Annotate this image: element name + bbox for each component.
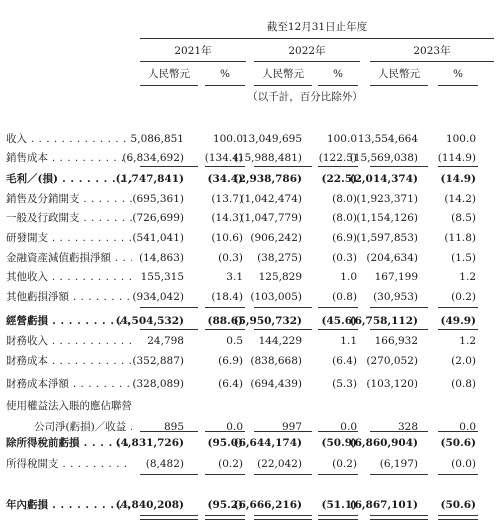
cell-value: 144,229 (258, 335, 302, 347)
cell-value: (8.5) (451, 212, 476, 224)
row-label: 銷售及分銷開支 . . . (6, 193, 132, 206)
cell-value: (5,950,732) (233, 315, 302, 327)
cell-value: (0.0) (451, 458, 476, 470)
cell-value: (695,361) (132, 193, 184, 205)
year-2022: 2022年 (288, 45, 326, 57)
cell-value: (8.0) (332, 193, 357, 205)
cell-value: (10.6) (211, 232, 243, 244)
col-rule (438, 85, 478, 86)
cell-value: (14.3) (211, 212, 243, 224)
row-label: 財務收入 . . . (6, 335, 132, 348)
row-label: 使用權益法入賬的應佔聯營 (6, 400, 132, 412)
total-rule (254, 515, 312, 520)
cell-value: 155,315 (140, 271, 184, 283)
cell-value: (726,699) (132, 212, 184, 224)
row-label: 其他虧損淨額 . . . (6, 291, 132, 304)
cell-value: (13.7) (211, 193, 243, 205)
cell-value: (0.3) (332, 252, 357, 264)
cell-value: (2,014,374) (349, 173, 418, 185)
total-rule (370, 329, 428, 330)
total-rule (140, 431, 198, 432)
cell-value: (14,863) (139, 252, 184, 264)
col-rmb-2023: 人民幣元 (378, 68, 420, 80)
cell-value: (838,668) (250, 355, 302, 367)
cell-value: (6,867,101) (349, 499, 418, 511)
cell-value: (6.9) (218, 355, 243, 367)
cell-value: (45.6) (321, 315, 357, 327)
cell-value: (6,644,174) (233, 437, 302, 449)
cell-value: (95.0) (207, 437, 243, 449)
cell-value: (1,597,853) (356, 232, 418, 244)
row-label: 經營虧損 . . . (6, 315, 132, 328)
cell-value: (4,831,726) (115, 437, 184, 449)
cell-value: (2,938,786) (233, 173, 302, 185)
cell-value: (0.8) (332, 291, 357, 303)
cell-value: (0.8) (451, 378, 476, 390)
cell-value: (22.5) (321, 173, 357, 185)
year-rule-2023 (370, 61, 494, 62)
cell-value: (1,923,371) (356, 193, 418, 205)
total-rule (140, 166, 198, 167)
header-rule (140, 38, 494, 39)
cell-value: (15,569,038) (349, 152, 418, 164)
cell-value: 3.1 (226, 271, 243, 283)
col-rmb-2021: 人民幣元 (148, 68, 190, 80)
year-2023: 2023年 (413, 45, 451, 57)
total-rule (370, 515, 428, 520)
cell-value: (88.6) (207, 315, 243, 327)
total-rule (318, 474, 358, 475)
cell-value: (134.4) (204, 152, 243, 164)
col-pct-2022: % (333, 68, 343, 80)
cell-value: 13,554,664 (357, 133, 418, 145)
row-label: 一般及行政開支 . . . (6, 212, 132, 225)
cell-value: 100.0 (326, 133, 357, 145)
total-rule (140, 329, 198, 330)
cell-value: (38,275) (257, 252, 302, 264)
row-label: 年內虧損 . . . (6, 499, 132, 512)
cell-value: (8.0) (332, 212, 357, 224)
cell-value: (4,504,532) (115, 315, 184, 327)
row-label-cont: 公司淨(虧損)／收益 . . . (34, 421, 132, 434)
cell-value: 125,829 (258, 271, 302, 283)
total-rule (438, 474, 478, 475)
row-label: 金融資產減值虧損淨額 . . . (6, 252, 132, 265)
cell-value: (6.4) (218, 378, 243, 390)
cell-value: (95.2) (207, 499, 243, 511)
total-rule (205, 166, 245, 167)
total-rule (438, 431, 478, 432)
total-rule (140, 307, 198, 308)
row-label: 所得稅開支 . . . (6, 458, 132, 471)
total-rule (438, 329, 478, 330)
total-rule (370, 307, 428, 308)
row-label: 財務成本淨額 . . . (6, 378, 132, 391)
cell-value: (5.3) (332, 378, 357, 390)
cell-value: (50.9) (321, 437, 357, 449)
cell-value: (1,154,126) (356, 212, 418, 224)
total-rule (254, 166, 312, 167)
cell-value: (0.2) (451, 291, 476, 303)
cell-value: (11.8) (444, 232, 476, 244)
cell-value: (8,482) (145, 458, 184, 470)
cell-value: (6,666,216) (233, 499, 302, 511)
cell-value: (934,042) (132, 291, 184, 303)
total-rule (318, 329, 358, 330)
cell-value: (204,634) (366, 252, 418, 264)
total-rule (370, 474, 428, 475)
cell-value: 1.2 (459, 335, 476, 347)
col-pct-2021: % (220, 68, 230, 80)
cell-value: 167,199 (374, 271, 418, 283)
cell-value: 1.2 (459, 271, 476, 283)
total-rule (205, 515, 245, 520)
cell-value: 0.5 (226, 335, 243, 347)
cell-value: (30,953) (373, 291, 418, 303)
units-note: （以千計，百分比除外） (247, 91, 363, 103)
cell-value: (2.0) (451, 355, 476, 367)
cell-value: (18.4) (211, 291, 243, 303)
cell-value: (6,758,112) (349, 315, 418, 327)
col-rule (140, 85, 198, 86)
cell-value: (51.1) (321, 499, 357, 511)
cell-value: (50.6) (440, 499, 476, 511)
total-rule (140, 474, 198, 475)
year-2021: 2021年 (174, 45, 212, 57)
cell-value: (352,887) (132, 355, 184, 367)
cell-value: (49.9) (440, 315, 476, 327)
cell-value: 100.0 (212, 133, 243, 145)
cell-value: (1,042,474) (240, 193, 302, 205)
cell-value: (22,042) (257, 458, 302, 470)
total-rule (318, 166, 358, 167)
total-rule (254, 431, 312, 432)
cell-value: 5,086,851 (130, 133, 184, 145)
year-rule-2022 (254, 61, 360, 62)
cell-value: (6.9) (332, 232, 357, 244)
cell-value: 0.0 (459, 421, 476, 433)
row-label: 銷售成本 . . . (6, 152, 132, 165)
cell-value: (50.6) (440, 437, 476, 449)
cell-value: (694,439) (250, 378, 302, 390)
total-rule (318, 515, 358, 520)
total-rule (438, 307, 478, 308)
cell-value: (122.5) (318, 152, 357, 164)
total-rule (438, 166, 478, 167)
cell-value: 166,932 (374, 335, 418, 347)
row-label: 研發開支 . . . (6, 232, 132, 245)
total-rule (254, 329, 312, 330)
total-rule (370, 431, 428, 432)
cell-value: (14.9) (440, 173, 476, 185)
row-label: 收入 . . . (6, 133, 132, 146)
cell-value: 895 (163, 421, 184, 433)
cell-value: 13,049,695 (241, 133, 302, 145)
cell-value: (6,197) (379, 458, 418, 470)
col-rule (318, 85, 358, 86)
total-rule (370, 166, 428, 167)
cell-value: 997 (281, 421, 302, 433)
cell-value: (6,834,692) (122, 152, 184, 164)
cell-value: 24,798 (147, 335, 184, 347)
cell-value: 328 (397, 421, 418, 433)
col-rule (370, 85, 428, 86)
cell-value: (270,052) (366, 355, 418, 367)
cell-value: 1.1 (340, 335, 357, 347)
col-rule (205, 85, 245, 86)
cell-value: (15,988,481) (233, 152, 302, 164)
cell-value: (0.3) (218, 252, 243, 264)
cell-value: (103,005) (250, 291, 302, 303)
col-rule (254, 85, 312, 86)
total-rule (205, 307, 245, 308)
total-rule (318, 307, 358, 308)
cell-value: (906,242) (250, 232, 302, 244)
col-pct-2023: % (453, 68, 463, 80)
cell-value: (1,047,779) (240, 212, 302, 224)
col-rmb-2022: 人民幣元 (262, 68, 304, 80)
row-label: 其他收入 . . . (6, 271, 132, 284)
cell-value: (114.9) (437, 152, 476, 164)
year-rule-2021 (140, 61, 246, 62)
row-label: 財務成本 . . . (6, 355, 132, 368)
cell-value: (14.2) (444, 193, 476, 205)
cell-value: 1.0 (340, 271, 357, 283)
cell-value: (0.2) (332, 458, 357, 470)
cell-value: (1,747,841) (115, 173, 184, 185)
row-label: 毛利／(損) . . . (6, 173, 132, 186)
cell-value: (103,120) (366, 378, 418, 390)
cell-value: (328,089) (132, 378, 184, 390)
cell-value: 0.0 (340, 421, 357, 433)
row-label: 除所得稅前虧損 . . . (6, 437, 132, 450)
total-rule (205, 329, 245, 330)
cell-value: (34.4) (207, 173, 243, 185)
cell-value: 100.0 (445, 133, 476, 145)
total-rule (254, 307, 312, 308)
cell-value: (0.2) (218, 458, 243, 470)
cell-value: (4,840,208) (115, 499, 184, 511)
total-rule (140, 515, 198, 520)
cell-value: (6.4) (332, 355, 357, 367)
cell-value: 0.0 (226, 421, 243, 433)
total-rule (254, 474, 312, 475)
cell-value: (541,041) (132, 232, 184, 244)
total-rule (318, 431, 358, 432)
cell-value: (6,860,904) (349, 437, 418, 449)
total-rule (438, 515, 478, 520)
total-rule (205, 474, 245, 475)
total-rule (205, 431, 245, 432)
cell-value: (1.5) (451, 252, 476, 264)
period-heading: 截至12月31日止年度 (266, 21, 368, 33)
